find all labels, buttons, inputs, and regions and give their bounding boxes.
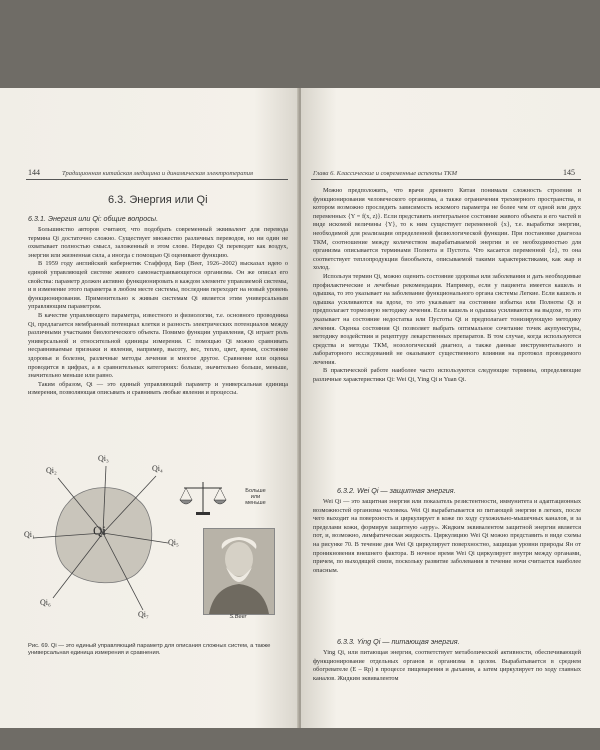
left-page-number: 144 [28, 168, 40, 177]
portrait-caption: S.Beer [229, 614, 247, 620]
left-header-rule [26, 179, 288, 180]
qi-diagram [28, 458, 178, 638]
compare-text [233, 488, 278, 506]
compare-word: или [250, 494, 261, 500]
compare-word: Больше [245, 488, 266, 494]
ying-qi-text [313, 649, 581, 683]
figure-caption: Рис. 69. Qi — это единый управляющий параметр для описания сложных систем, а также универсальная единица измерения и сравнения. [28, 643, 271, 657]
paragraph: Wei Qi — это защитная энергия или показатель резистентности, иммунитета и адаптационных возможностей организма человека. Wei Qi вырабатывается из питающей энергии в легких, после чего выходит на поверхность и циркулирует в коже по ходу сухожильно-мышечных каналов, и за пределами кожи, формируя защитную «ауру». Жидким эквивалентом защитной энергии является пот, и, возможно, лимфатическая жидкость. Циркуляцию Wei Qi можно представить в виде схемы на рисунке 70. В течение дня Wei Qi циркулирует поверхностно, защищая уровни природы Ян от проникновения внешнего фактора. В ночное время Wei Qi циркулирует внутри между органами, причем, по выходящей связи, поскольку развитие заболевания в течение ночи считается наиболее опасным. [313, 498, 581, 574]
wei-qi-text [313, 498, 581, 575]
section-title: 6.3. Энергия или Qi [108, 194, 208, 206]
qi-label: Qi₁ [24, 530, 35, 539]
paragraph: Используя термин Qi, можно оценить состояние здоровья или заболевания и дать необходимые профилактические и лечебные рекомендации. Например, если у пациента имеется кашель и одышка, то это указывает на заболевание функционального органа системы Легкие. Если кашель и одышка усиливаются на вдохе, то это указывает на состояние избытка или Полноты Qi и предполагает тормозную методику лечения. Если кашель и одышка усиливаются на выдохе, то это указывает на состояние недостатка или Пустоты Qi и предполагает тонизирующую методику лечения. Оценка состояния Qi позволяет выбрать оптимальное сочетание точек акупунктуры, методику воздействия и рецептуру лекарственных препаратов. В том случае, когда используются средства и методы ТКМ, нозологический диагноз, а также данные инструментального и лабораторного исследований не оказывают существенного влияния на протокол проводимого лечения. [313, 272, 581, 366]
portrait-sketch [204, 529, 274, 614]
qi-label: Qi₃ [98, 454, 109, 463]
right-body-text [313, 187, 581, 385]
left-page [0, 88, 299, 728]
paragraph: Ying Qi, или питающая энергия, соответствует метаболической активности, обеспечивающей функционирование отдельных органов и организма в целом. Вырабатывается в среднем обогревателе (E – Rp) в процессе пищеварения и дыхания, а затем циркулирует по ходу главных каналов. Жидким эквивалентом [313, 649, 581, 682]
qi-label: Qi₇ [138, 610, 149, 619]
compare-word: меньше [245, 500, 266, 506]
right-header-rule [311, 179, 581, 180]
qi-center-label: Qi [93, 523, 106, 538]
paragraph: Можно предположить, что врачи древнего Китая понимали сложность строения и функционирования человеческого организма, а также ограничения трехмерного пространства, в котором возможно проследить зависимость искомого параметра не более чем от одной или двух переменных {Y = f(x, z)}. Если представить интегральное состояние живого объекта и его частей в виде искомой величины {Y}, то к ним существует переменной {x}, т.е. выработке энергии, необходимой для реализации определенной физиологической функции. При постановке диагноза ТКМ, соотношение между количеством вырабатываемой энергии и ее необходимостью для организма описывается терминами Полнота и Пустота. Что касается переменной {z}, то она соответствует теплопродукции биообъекта, описываемой такими характеристиками, как жар и холод. [313, 187, 581, 272]
left-body-text [28, 226, 288, 398]
paragraph: В практической работе наиболее часто используются следующие термины, определяющие различные характеристики Qi: Wei Qi, Ying Qi и Yuan Qi. [313, 367, 581, 384]
portrait-image [203, 528, 275, 615]
right-page-number: 145 [563, 168, 575, 177]
paragraph: В 1959 году английский кибернетик Стаффорд Бир (Beer, 1926–2002) высказал идею о единой управляющей системе живого самонастраивающегося организма. Он же описал его свойства: параметр должен активно функционировать в каждом элементе управляемой системы, и в изменение этого параметра в любом месте системы, последняя переходит на новый уровень функционирования. Применительно к живым системам Qi является этим универсальным управляющим параметром. [28, 260, 288, 311]
qi-label: Qi₄ [152, 464, 163, 473]
qi-label: Qi₆ [40, 598, 51, 607]
paragraph: Таким образом, Qi — это единый управляющий параметр и универсальная единица измерения, позволяющая описывать и сравнивать любые явления и процессы. [28, 380, 288, 397]
figure-69 [24, 454, 288, 643]
subsection-title: 6.3.1. Энергия или Qi: общие вопросы. [28, 214, 159, 223]
qi-label: Qi₂ [46, 466, 57, 475]
qi-label: Qi₅ [168, 538, 179, 547]
right-running-header: Глава 6. Классические и современные аспекты ТКМ [313, 170, 458, 177]
subsection-title-wei-qi: 6.3.2. Wei Qi — защитная энергия. [337, 486, 456, 495]
right-page [301, 88, 600, 728]
left-running-header: Традиционная китайская медицина и динамическая электротерапия [62, 170, 254, 177]
paragraph: Большинство авторов считают, что подобрать современный эквивалент для перевода термина Qi достаточно сложно. Существует множество различных переводов, но ни один не охватывает полностью смысл, заложенный в этом слове. Нередко Qi переводят как воздух, энергия или жизненная сила, а иногда с помощью Qi оценивают функцию. [28, 226, 288, 259]
paragraph: В качестве управляющего параметра, известного и физиологии, т.е. основного проводника Qi, предлагается мембранный потенциал клетки и разность электрических потенциалов между различными участками биологического объекта. Помимо функции управления, Qi играет роль универсальной и относительной единицы измерения. С помощью Qi можно сравнивать несравниваемые признаки и явления, например, высоту, вес, тепло, цвет, время, состояние здоровья и болезни, различные методы лечения и многое другое. Сравнение или оценка проводится в цифрах, а в сравнительных категориях: больше, значительно больше, меньше, значительно меньше или равно. [28, 311, 288, 380]
scales-icon [178, 478, 228, 518]
subsection-title-ying-qi: 6.3.3. Ying Qi — питающая энергия. [337, 637, 460, 646]
book-spread [0, 88, 600, 728]
